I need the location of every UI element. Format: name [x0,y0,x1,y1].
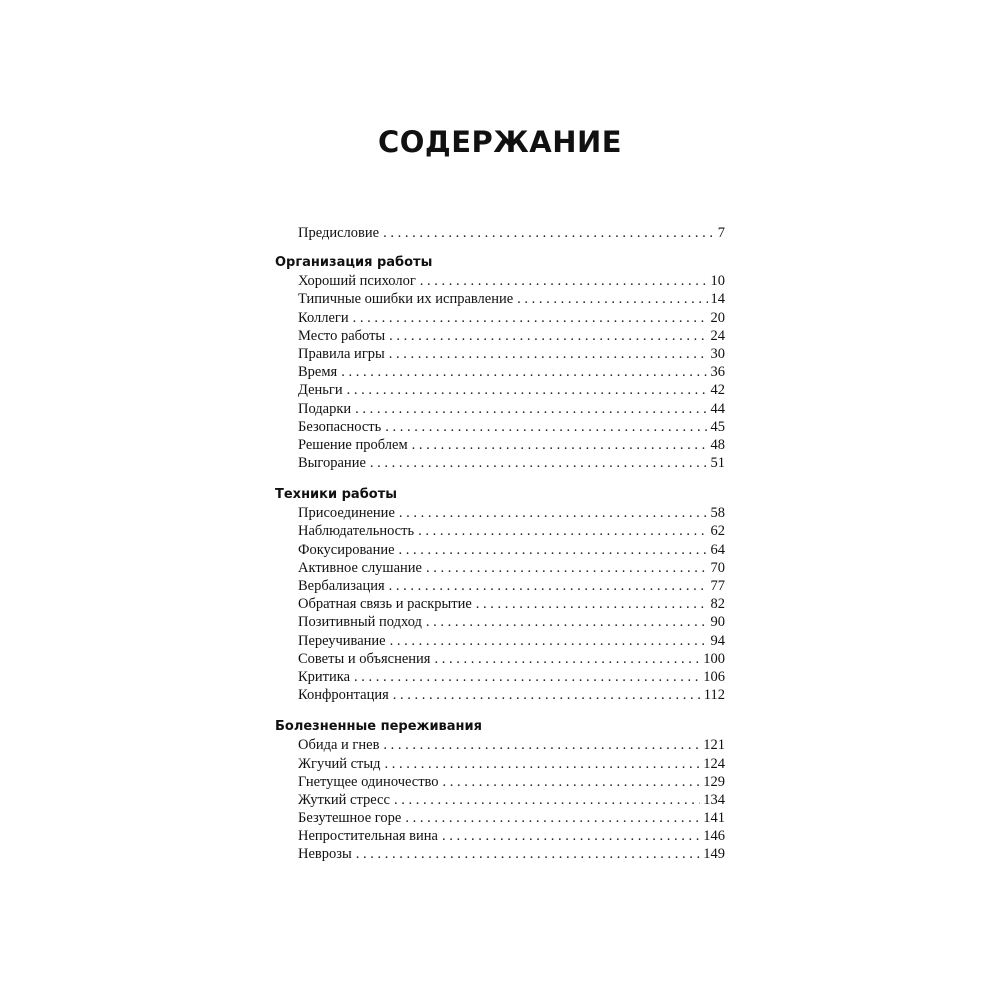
dot-leader [399,541,708,559]
toc-entry[interactable] [275,577,725,595]
toc-entry[interactable] [275,632,725,650]
section-title: Техники работы [275,487,397,503]
toc-entry-label: Фокусирование [298,541,395,558]
toc-entry-label: Жуткий стресс [298,791,390,808]
toc-entry[interactable] [275,595,725,613]
toc-entry-page: 134 [703,791,725,808]
toc-entry-label: Неврозы [298,846,352,863]
toc-entry-label: Гнетущее одиночество [298,773,439,790]
toc-entry-label: Присоединение [298,505,395,522]
dot-leader [434,650,700,668]
toc-entry[interactable] [275,541,725,559]
toc-entry[interactable] [275,736,725,754]
toc-entry-page: 82 [710,596,725,613]
toc-entry[interactable] [275,436,725,454]
toc-entry-label: Деньги [298,382,343,399]
dot-leader [443,773,701,791]
toc-entry[interactable] [275,845,725,863]
toc-entry-label: Активное слушание [298,559,422,576]
dot-leader [389,345,708,363]
dot-leader [356,845,701,863]
dot-leader [442,827,700,845]
toc-entry-page: 20 [710,309,725,326]
toc-entry-page: 24 [710,327,725,344]
dot-leader [426,559,708,577]
toc-entry[interactable] [275,345,725,363]
dot-leader [385,755,701,773]
toc-entry-page: 51 [710,455,725,472]
toc-entry[interactable] [275,755,725,773]
toc-entry-page: 48 [710,436,725,453]
toc-entry-label: Вербализация [298,578,385,594]
toc-entry-label: Критика [298,668,351,685]
toc-entry-page: 62 [710,523,725,540]
page-title: СОДЕРЖАНИЕ [377,125,623,159]
toc-entry-label: Советы и объяснения [298,650,431,667]
section-title: Организация работы [275,255,433,271]
dot-leader [390,632,708,650]
toc-entry[interactable] [275,668,725,686]
dot-leader [399,504,708,522]
toc-entry-page: 36 [710,364,725,381]
toc-entry-page: 90 [710,614,725,631]
toc-entry-page: 100 [703,650,725,667]
toc-entry-label: Безутешное горе [298,810,402,827]
dot-leader [383,224,715,242]
dot-leader [354,668,700,686]
dot-leader [420,272,708,290]
toc-entry-label: Правила игры [298,345,385,362]
dot-leader [476,595,708,613]
toc-entry[interactable] [275,272,725,290]
toc-entry-page: 64 [710,541,725,558]
dot-leader [385,418,707,436]
toc-entry-page: 30 [710,345,725,362]
toc-entry-page: 149 [703,846,725,863]
section-title: Болезненные переживания [275,719,482,735]
toc-entry[interactable] [275,454,725,472]
toc-entry[interactable] [275,363,725,381]
toc-entry[interactable] [275,559,725,577]
toc-entry-page: 112 [703,687,725,704]
dot-leader [353,309,708,327]
toc-entry-label: Подарки [298,400,352,417]
dot-leader [370,454,708,472]
toc-entry-page: 10 [710,273,725,290]
toc-entry-page: 58 [710,505,725,522]
dot-leader [394,791,700,809]
dot-leader [517,290,707,308]
toc-entry-page: 7 [717,225,725,241]
toc-entry-label: Обратная связь и раскрытие [298,596,472,613]
dot-leader [355,400,707,418]
toc-entry-page: 124 [703,755,725,772]
toc-entry-page: 129 [703,773,725,790]
toc-entry-page: 121 [703,737,725,754]
dot-leader [426,613,708,631]
dot-leader [418,522,707,540]
dot-leader [347,381,708,399]
toc-entry[interactable] [275,290,725,308]
toc-entry[interactable] [275,650,725,668]
toc-entry-page: 77 [710,578,725,594]
toc-section-techniques [275,486,725,704]
toc-entry-label: Предисловие [298,225,380,241]
toc-entry-page: 94 [710,632,725,649]
toc-entry-page: 70 [710,559,725,576]
toc-entry[interactable] [275,773,725,791]
dot-leader [393,686,701,704]
toc-entry-label: Наблюдательность [298,523,415,540]
toc-entry[interactable] [275,381,725,399]
dot-leader [412,436,708,454]
toc-entry-label: Хороший психолог [298,273,416,290]
toc-entry[interactable] [275,504,725,522]
toc-entry-label: Позитивный подход [298,614,422,631]
toc-entry[interactable] [275,522,725,540]
toc-entry[interactable] [275,327,725,345]
toc-entry-page: 44 [710,400,725,417]
toc-entry[interactable] [275,827,725,845]
toc-entry[interactable] [275,613,725,631]
dot-leader [383,736,700,754]
toc-entry-page: 106 [703,668,725,685]
toc-entry-preface[interactable] [275,224,725,242]
toc-entry-label: Время [298,364,338,381]
dot-leader [389,577,708,595]
toc-entry-label: Типичные ошибки их исправление [298,291,514,308]
dot-leader [341,363,707,381]
toc-entry[interactable] [275,686,725,704]
toc-entry-label: Переучивание [298,632,386,649]
toc-entry-label: Непростительная вина [298,828,438,845]
toc-entry-label: Выгорание [298,455,366,472]
toc-entry-page: 14 [710,291,725,308]
toc-entry-label: Жгучий стыд [298,755,381,772]
toc-entry-page: 45 [710,418,725,435]
toc-entry[interactable] [275,400,725,418]
dot-leader [389,327,707,345]
table-of-contents [275,224,725,864]
toc-section-organization [275,254,725,472]
toc-entry[interactable] [275,418,725,436]
toc-entry-label: Решение проблем [298,436,408,453]
toc-entry-page: 42 [710,382,725,399]
dot-leader [405,809,700,827]
toc-entry-label: Конфронтация [298,687,389,704]
toc-section-experiences [275,718,725,863]
toc-entry-label: Безопасность [298,418,382,435]
toc-entry[interactable] [275,309,725,327]
toc-entry-label: Место работы [298,327,386,344]
toc-entry-label: Обида и гнев [298,737,380,754]
toc-entry-page: 141 [703,810,725,827]
toc-entry[interactable] [275,809,725,827]
toc-entry-label: Коллеги [298,309,349,326]
toc-entry[interactable] [275,791,725,809]
toc-entry-page: 146 [703,828,725,845]
